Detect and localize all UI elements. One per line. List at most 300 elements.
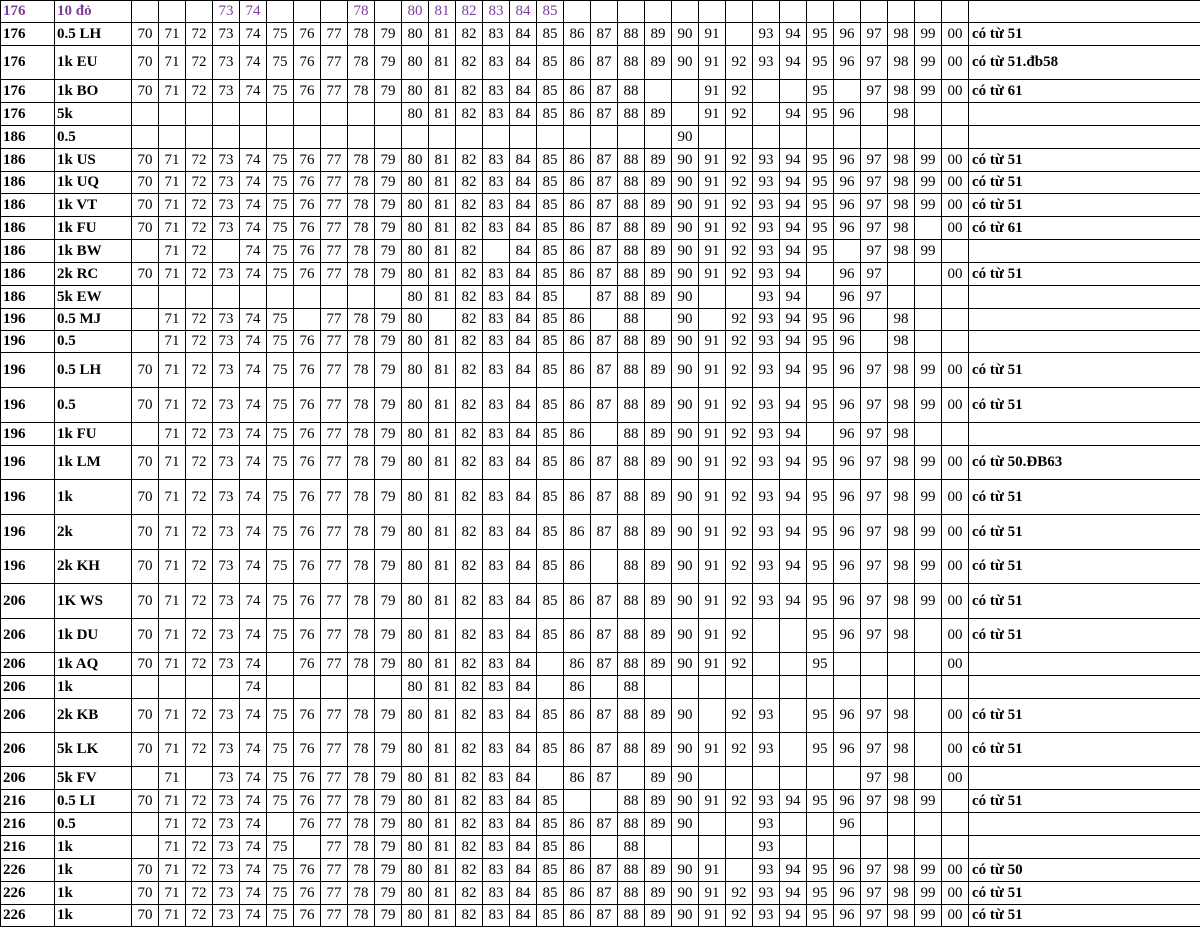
number-cell: 71: [159, 263, 186, 286]
number-cell: [861, 1, 888, 23]
number-cell: [240, 126, 267, 149]
number-cell: 86: [564, 733, 591, 767]
number-cell: [645, 80, 672, 103]
number-cell: 90: [672, 859, 699, 882]
number-cell: 75: [267, 550, 294, 584]
row-code: 176: [1, 1, 55, 23]
number-cell: 70: [132, 859, 159, 882]
number-cell: 82: [456, 653, 483, 676]
number-cell: 89: [645, 194, 672, 217]
number-cell: 92: [726, 217, 753, 240]
number-cell: 90: [672, 309, 699, 331]
number-cell: 87: [591, 446, 618, 480]
number-cell: 77: [321, 446, 348, 480]
number-cell: 80: [402, 331, 429, 353]
number-cell: 86: [564, 240, 591, 263]
row-name: 1k UQ: [55, 172, 132, 194]
number-cell: 70: [132, 480, 159, 515]
row-code: 206: [1, 653, 55, 676]
number-cell: 90: [672, 446, 699, 480]
number-cell: 89: [645, 790, 672, 813]
number-cell: 96: [834, 619, 861, 653]
number-cell: 89: [645, 813, 672, 836]
number-cell: 80: [402, 240, 429, 263]
number-cell: 71: [159, 172, 186, 194]
table-row: [1, 733, 1200, 767]
table-row: [1, 446, 1200, 480]
number-cell: 81: [429, 859, 456, 882]
number-cell: 70: [132, 172, 159, 194]
number-cell: 96: [834, 790, 861, 813]
number-cell: 74: [240, 836, 267, 859]
number-cell: 86: [564, 263, 591, 286]
number-cell: [942, 423, 969, 446]
row-code: 206: [1, 767, 55, 790]
number-cell: 90: [672, 813, 699, 836]
number-cell: 89: [645, 584, 672, 619]
number-cell: 75: [267, 172, 294, 194]
number-cell: 89: [645, 23, 672, 46]
number-cell: 85: [537, 446, 564, 480]
number-cell: 79: [375, 331, 402, 353]
number-cell: 86: [564, 813, 591, 836]
row-name: 1k: [55, 836, 132, 859]
number-cell: 85: [537, 836, 564, 859]
number-cell: [915, 103, 942, 126]
number-cell: 81: [429, 331, 456, 353]
number-cell: 74: [240, 217, 267, 240]
number-cell: 85: [537, 882, 564, 905]
number-cell: 92: [726, 733, 753, 767]
number-cell: [510, 126, 537, 149]
number-cell: 76: [294, 480, 321, 515]
number-cell: [159, 676, 186, 699]
number-cell: 87: [591, 480, 618, 515]
number-cell: 79: [375, 23, 402, 46]
number-cell: 88: [618, 23, 645, 46]
number-cell: 82: [456, 905, 483, 927]
number-cell: 73: [213, 388, 240, 423]
number-cell: 73: [213, 813, 240, 836]
number-cell: 83: [483, 619, 510, 653]
table-row: [1, 790, 1200, 813]
number-cell: [294, 103, 321, 126]
number-cell: 00: [942, 859, 969, 882]
number-cell: [321, 1, 348, 23]
number-cell: 81: [429, 550, 456, 584]
number-cell: 98: [888, 733, 915, 767]
number-cell: 79: [375, 836, 402, 859]
number-cell: 85: [537, 23, 564, 46]
row-name: 0.5: [55, 331, 132, 353]
number-cell: 72: [186, 813, 213, 836]
number-cell: 85: [537, 263, 564, 286]
number-cell: 77: [321, 240, 348, 263]
number-cell: 88: [618, 733, 645, 767]
number-cell: [942, 126, 969, 149]
row-note: có từ 51: [969, 194, 1200, 217]
number-cell: 84: [510, 353, 537, 388]
number-cell: 91: [699, 733, 726, 767]
row-code: 186: [1, 263, 55, 286]
number-cell: 77: [321, 172, 348, 194]
number-cell: 95: [807, 80, 834, 103]
number-cell: 76: [294, 905, 321, 927]
number-cell: 94: [780, 263, 807, 286]
number-cell: 80: [402, 733, 429, 767]
number-cell: [132, 1, 159, 23]
number-cell: 89: [645, 46, 672, 80]
number-cell: 72: [186, 309, 213, 331]
number-cell: 00: [942, 353, 969, 388]
number-cell: 83: [483, 263, 510, 286]
number-cell: 86: [564, 836, 591, 859]
row-code: 186: [1, 194, 55, 217]
number-cell: 96: [834, 423, 861, 446]
number-cell: 00: [942, 480, 969, 515]
number-cell: [591, 126, 618, 149]
row-code: 226: [1, 882, 55, 905]
table-row: [1, 23, 1200, 46]
number-cell: 98: [888, 882, 915, 905]
number-cell: 82: [456, 1, 483, 23]
number-cell: 82: [456, 388, 483, 423]
number-cell: [915, 813, 942, 836]
number-cell: 86: [564, 480, 591, 515]
number-cell: [807, 423, 834, 446]
number-cell: 77: [321, 423, 348, 446]
number-cell: 98: [888, 584, 915, 619]
number-cell: 93: [753, 46, 780, 80]
number-cell: 98: [888, 859, 915, 882]
number-cell: 70: [132, 619, 159, 653]
number-cell: 85: [537, 515, 564, 550]
number-cell: 71: [159, 217, 186, 240]
number-cell: 74: [240, 676, 267, 699]
number-cell: 70: [132, 263, 159, 286]
number-cell: 94: [780, 309, 807, 331]
number-cell: 81: [429, 699, 456, 733]
number-cell: 78: [348, 790, 375, 813]
number-cell: 75: [267, 584, 294, 619]
number-cell: [294, 126, 321, 149]
number-cell: 85: [537, 790, 564, 813]
number-cell: 92: [726, 331, 753, 353]
number-cell: 82: [456, 172, 483, 194]
number-cell: 91: [699, 172, 726, 194]
number-cell: 73: [213, 446, 240, 480]
number-cell: 78: [348, 550, 375, 584]
number-cell: 79: [375, 653, 402, 676]
number-cell: [699, 1, 726, 23]
row-name: 1k US: [55, 149, 132, 172]
number-cell: 74: [240, 733, 267, 767]
number-cell: 99: [915, 149, 942, 172]
number-cell: 98: [888, 80, 915, 103]
number-cell: 81: [429, 882, 456, 905]
number-cell: 87: [591, 46, 618, 80]
row-name: 0.5: [55, 126, 132, 149]
number-cell: 73: [213, 23, 240, 46]
number-cell: 99: [915, 23, 942, 46]
number-cell: [132, 423, 159, 446]
number-cell: [942, 331, 969, 353]
table-row: [1, 676, 1200, 699]
number-cell: 00: [942, 446, 969, 480]
number-cell: 83: [483, 480, 510, 515]
number-cell: 98: [888, 331, 915, 353]
number-cell: 86: [564, 423, 591, 446]
number-cell: 77: [321, 331, 348, 353]
number-cell: 87: [591, 80, 618, 103]
number-cell: 87: [591, 813, 618, 836]
number-cell: 81: [429, 480, 456, 515]
number-cell: 97: [861, 423, 888, 446]
number-cell: 85: [537, 905, 564, 927]
number-cell: 97: [861, 80, 888, 103]
number-cell: [753, 80, 780, 103]
row-note: có từ 51: [969, 353, 1200, 388]
number-cell: 71: [159, 550, 186, 584]
number-cell: [132, 126, 159, 149]
number-cell: 78: [348, 446, 375, 480]
number-cell: 76: [294, 423, 321, 446]
number-cell: 83: [483, 103, 510, 126]
number-cell: 76: [294, 388, 321, 423]
number-cell: 92: [726, 882, 753, 905]
number-cell: 95: [807, 309, 834, 331]
number-cell: 88: [618, 813, 645, 836]
number-cell: [591, 550, 618, 584]
row-note: [969, 423, 1200, 446]
number-cell: 92: [726, 480, 753, 515]
row-note: [969, 1, 1200, 23]
number-cell: 77: [321, 309, 348, 331]
number-cell: 96: [834, 480, 861, 515]
number-cell: 71: [159, 859, 186, 882]
number-cell: 84: [510, 790, 537, 813]
number-cell: [429, 309, 456, 331]
number-cell: 79: [375, 172, 402, 194]
number-cell: 89: [645, 217, 672, 240]
number-cell: 89: [645, 767, 672, 790]
number-cell: 98: [888, 446, 915, 480]
number-cell: 75: [267, 423, 294, 446]
number-cell: 80: [402, 515, 429, 550]
row-note: có từ 51: [969, 790, 1200, 813]
number-cell: 72: [186, 653, 213, 676]
number-cell: 93: [753, 263, 780, 286]
number-cell: 74: [240, 353, 267, 388]
number-cell: 99: [915, 882, 942, 905]
number-cell: 87: [591, 149, 618, 172]
number-cell: 83: [483, 353, 510, 388]
number-cell: 87: [591, 388, 618, 423]
number-cell: 76: [294, 23, 321, 46]
number-cell: [942, 676, 969, 699]
number-cell: 76: [294, 217, 321, 240]
number-cell: 74: [240, 423, 267, 446]
number-cell: 83: [483, 550, 510, 584]
number-cell: 98: [888, 388, 915, 423]
number-cell: 88: [618, 217, 645, 240]
number-cell: [834, 80, 861, 103]
number-cell: 86: [564, 619, 591, 653]
number-cell: 74: [240, 149, 267, 172]
number-cell: 71: [159, 836, 186, 859]
number-cell: 87: [591, 882, 618, 905]
number-cell: 82: [456, 194, 483, 217]
number-cell: [915, 836, 942, 859]
number-cell: 74: [240, 194, 267, 217]
row-code: 196: [1, 309, 55, 331]
table-row: [1, 217, 1200, 240]
number-cell: 82: [456, 309, 483, 331]
number-cell: 80: [402, 1, 429, 23]
number-cell: [537, 676, 564, 699]
number-cell: 71: [159, 353, 186, 388]
number-cell: [375, 1, 402, 23]
number-cell: [699, 836, 726, 859]
number-cell: 96: [834, 263, 861, 286]
number-cell: 73: [213, 80, 240, 103]
number-cell: 83: [483, 217, 510, 240]
number-cell: 92: [726, 550, 753, 584]
number-cell: 78: [348, 46, 375, 80]
number-cell: 73: [213, 172, 240, 194]
number-cell: 88: [618, 194, 645, 217]
number-cell: 84: [510, 733, 537, 767]
number-cell: 93: [753, 331, 780, 353]
number-cell: 89: [645, 480, 672, 515]
number-cell: 92: [726, 240, 753, 263]
number-cell: 80: [402, 676, 429, 699]
row-note: [969, 240, 1200, 263]
number-cell: 72: [186, 836, 213, 859]
number-cell: 86: [564, 353, 591, 388]
number-cell: 82: [456, 217, 483, 240]
number-cell: 74: [240, 813, 267, 836]
number-cell: 82: [456, 733, 483, 767]
number-cell: 71: [159, 653, 186, 676]
number-cell: 88: [618, 882, 645, 905]
number-cell: 70: [132, 388, 159, 423]
number-cell: 94: [780, 217, 807, 240]
number-cell: 89: [645, 172, 672, 194]
number-cell: 85: [537, 584, 564, 619]
number-cell: 70: [132, 905, 159, 927]
number-cell: 97: [861, 584, 888, 619]
number-cell: 93: [753, 813, 780, 836]
number-cell: 88: [618, 172, 645, 194]
number-cell: 95: [807, 172, 834, 194]
number-cell: 78: [348, 619, 375, 653]
number-cell: 70: [132, 882, 159, 905]
row-code: 186: [1, 149, 55, 172]
number-cell: 70: [132, 733, 159, 767]
number-cell: 81: [429, 767, 456, 790]
number-cell: 94: [780, 859, 807, 882]
number-cell: 79: [375, 240, 402, 263]
number-cell: 77: [321, 515, 348, 550]
row-note: có từ 51: [969, 905, 1200, 927]
number-cell: 90: [672, 331, 699, 353]
number-cell: 85: [537, 46, 564, 80]
row-code: 216: [1, 836, 55, 859]
number-cell: 77: [321, 653, 348, 676]
number-cell: [915, 263, 942, 286]
number-cell: 86: [564, 23, 591, 46]
number-cell: 87: [591, 733, 618, 767]
number-cell: 70: [132, 699, 159, 733]
number-cell: 91: [699, 882, 726, 905]
row-name: 1k BO: [55, 80, 132, 103]
number-cell: 86: [564, 149, 591, 172]
table-row: [1, 172, 1200, 194]
number-cell: 88: [618, 619, 645, 653]
number-cell: 81: [429, 619, 456, 653]
row-note: có từ 61: [969, 80, 1200, 103]
number-cell: [888, 263, 915, 286]
number-cell: 75: [267, 767, 294, 790]
number-cell: 78: [348, 699, 375, 733]
number-cell: 72: [186, 217, 213, 240]
number-cell: [375, 126, 402, 149]
number-cell: [186, 767, 213, 790]
row-code: 196: [1, 515, 55, 550]
number-cell: 73: [213, 790, 240, 813]
number-cell: 95: [807, 23, 834, 46]
number-cell: [564, 790, 591, 813]
number-cell: 98: [888, 515, 915, 550]
number-cell: 86: [564, 80, 591, 103]
number-cell: 99: [915, 584, 942, 619]
number-cell: 78: [348, 767, 375, 790]
number-cell: [348, 103, 375, 126]
number-cell: 96: [834, 813, 861, 836]
number-cell: 79: [375, 388, 402, 423]
number-cell: 77: [321, 194, 348, 217]
number-cell: 91: [699, 217, 726, 240]
number-cell: [564, 1, 591, 23]
number-cell: 90: [672, 733, 699, 767]
number-cell: 98: [888, 790, 915, 813]
number-cell: 73: [213, 480, 240, 515]
table-body: [1, 1, 1200, 927]
number-cell: 83: [483, 80, 510, 103]
number-cell: 81: [429, 653, 456, 676]
number-cell: 97: [861, 263, 888, 286]
number-cell: 84: [510, 515, 537, 550]
row-note: có từ 51: [969, 550, 1200, 584]
number-cell: [780, 767, 807, 790]
number-cell: 77: [321, 480, 348, 515]
number-cell: [672, 103, 699, 126]
number-cell: 87: [591, 263, 618, 286]
number-cell: 79: [375, 882, 402, 905]
number-cell: 76: [294, 194, 321, 217]
number-cell: 97: [861, 194, 888, 217]
number-cell: 00: [942, 515, 969, 550]
number-cell: 90: [672, 172, 699, 194]
number-cell: [888, 653, 915, 676]
number-cell: 77: [321, 790, 348, 813]
number-cell: 76: [294, 515, 321, 550]
row-note: có từ 51: [969, 584, 1200, 619]
number-cell: [888, 286, 915, 309]
number-cell: 85: [537, 480, 564, 515]
row-name: 1k FU: [55, 217, 132, 240]
